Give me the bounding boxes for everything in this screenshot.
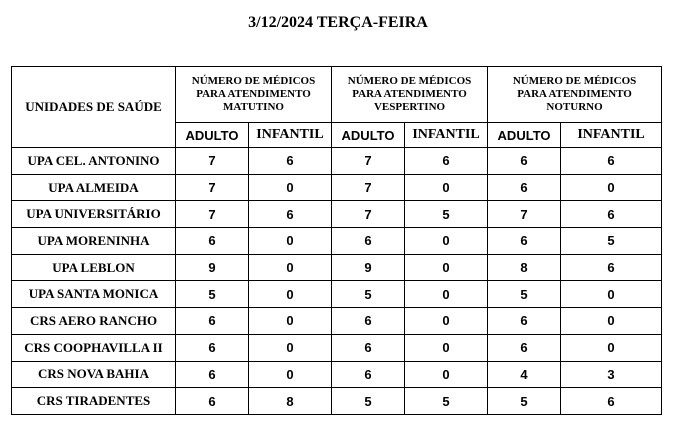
doctor-count-cell: 4 (488, 361, 561, 388)
unit-name: CRS COOPHAVILLA II (12, 334, 176, 361)
doctor-count-cell: 0 (405, 174, 488, 201)
doctor-count-cell: 9 (176, 254, 249, 281)
group-header-line: NÚMERO DE MÉDICOS (191, 75, 316, 87)
doctor-count-cell: 6 (488, 308, 561, 335)
doctor-count-cell: 0 (249, 174, 332, 201)
sub-header-adulto: ADULTO (176, 123, 249, 148)
doctor-count-cell: 6 (488, 228, 561, 255)
group-header-matutino (176, 67, 332, 123)
table-row (12, 308, 662, 335)
doctor-count-cell: 0 (405, 254, 488, 281)
doctor-count-cell: 0 (561, 334, 662, 361)
doctor-count-cell: 6 (488, 334, 561, 361)
doctor-count-cell: 5 (332, 388, 405, 415)
unit-name: UPA LEBLON (12, 254, 176, 281)
table-row (12, 361, 662, 388)
doctor-count-cell: 6 (176, 308, 249, 335)
group-header-line: NÚMERO DE MÉDICOS (347, 75, 472, 87)
doctor-count-cell: 5 (176, 281, 249, 308)
group-header-line: NÚMERO DE MÉDICOS (512, 75, 637, 87)
doctor-count-cell: 0 (249, 361, 332, 388)
unit-name: UPA CEL. ANTONINO (12, 148, 176, 175)
group-header-line: VESPERTINO (373, 101, 446, 113)
header-row-groups (12, 67, 662, 123)
group-header-vespertino (332, 67, 488, 123)
doctor-count-cell: 6 (332, 334, 405, 361)
unit-name: UPA SANTA MONICA (12, 281, 176, 308)
doctor-count-cell: 0 (561, 308, 662, 335)
doctor-count-cell: 6 (176, 388, 249, 415)
table-row (12, 148, 662, 175)
doctor-count-cell: 0 (561, 281, 662, 308)
doctor-count-cell: 6 (488, 148, 561, 175)
table-row (12, 388, 662, 415)
doctor-count-cell: 6 (488, 174, 561, 201)
table-row (12, 254, 662, 281)
table-body (12, 148, 662, 415)
doctor-count-cell: 0 (249, 281, 332, 308)
page-title: 3/12/2024 TERÇA-FEIRA (248, 14, 428, 31)
doctor-count-cell: 0 (405, 334, 488, 361)
doctor-count-cell: 0 (405, 361, 488, 388)
doctor-count-cell: 3 (561, 361, 662, 388)
doctor-count-cell: 7 (176, 201, 249, 228)
sub-header-adulto: ADULTO (332, 123, 405, 148)
unit-name: CRS NOVA BAHIA (12, 361, 176, 388)
doctor-count-cell: 0 (249, 308, 332, 335)
doctors-table (11, 66, 662, 415)
group-header-line: PARA ATENDIMENTO (352, 88, 467, 100)
table-row (12, 228, 662, 255)
units-column-header: UNIDADES DE SAÚDE (12, 67, 176, 148)
doctor-count-cell: 9 (332, 254, 405, 281)
table-row (12, 334, 662, 361)
table-row (12, 281, 662, 308)
doctor-count-cell: 6 (176, 361, 249, 388)
unit-name: UPA UNIVERSITÁRIO (12, 201, 176, 228)
doctor-count-cell: 7 (332, 148, 405, 175)
table-row (12, 174, 662, 201)
doctor-count-cell: 5 (332, 281, 405, 308)
group-header-line: NOTURNO (546, 101, 603, 113)
doctor-count-cell: 0 (405, 308, 488, 335)
group-header-line: MATUTINO (223, 101, 284, 113)
group-header-line: PARA ATENDIMENTO (196, 88, 311, 100)
doctor-count-cell: 5 (488, 388, 561, 415)
doctor-count-cell: 6 (332, 228, 405, 255)
doctor-count-cell: 7 (488, 201, 561, 228)
unit-name: UPA MORENINHA (12, 228, 176, 255)
doctor-count-cell: 7 (176, 174, 249, 201)
doctor-count-cell: 0 (249, 254, 332, 281)
sub-header-infantil: INFANTIL (561, 123, 662, 148)
doctor-count-cell: 6 (249, 148, 332, 175)
doctor-count-cell: 5 (561, 228, 662, 255)
doctor-count-cell: 7 (176, 148, 249, 175)
doctor-count-cell: 5 (488, 281, 561, 308)
unit-name: UPA ALMEIDA (12, 174, 176, 201)
doctor-count-cell: 6 (561, 201, 662, 228)
group-header-line: PARA ATENDIMENTO (517, 88, 632, 100)
doctor-count-cell: 6 (561, 148, 662, 175)
doctor-count-cell: 6 (332, 361, 405, 388)
doctor-count-cell: 0 (405, 228, 488, 255)
doctor-count-cell: 6 (176, 334, 249, 361)
doctor-count-cell: 0 (561, 174, 662, 201)
doctor-count-cell: 6 (332, 308, 405, 335)
doctor-count-cell: 7 (332, 174, 405, 201)
doctor-count-cell: 6 (249, 201, 332, 228)
unit-name: CRS AERO RANCHO (12, 308, 176, 335)
table-row (12, 201, 662, 228)
doctor-count-cell: 6 (561, 254, 662, 281)
doctor-count-cell: 0 (249, 334, 332, 361)
doctor-count-cell: 8 (488, 254, 561, 281)
doctor-count-cell: 0 (405, 281, 488, 308)
doctor-count-cell: 5 (405, 388, 488, 415)
doctor-count-cell: 7 (332, 201, 405, 228)
doctor-count-cell: 6 (405, 148, 488, 175)
sub-header-adulto: ADULTO (488, 123, 561, 148)
doctor-count-cell: 0 (249, 228, 332, 255)
sub-header-infantil: INFANTIL (249, 123, 332, 148)
sub-header-infantil: INFANTIL (405, 123, 488, 148)
doctor-count-cell: 6 (561, 388, 662, 415)
doctor-count-cell: 6 (176, 228, 249, 255)
doctor-count-cell: 5 (405, 201, 488, 228)
group-header-noturno (488, 67, 662, 123)
doctor-count-cell: 8 (249, 388, 332, 415)
unit-name: CRS TIRADENTES (12, 388, 176, 415)
